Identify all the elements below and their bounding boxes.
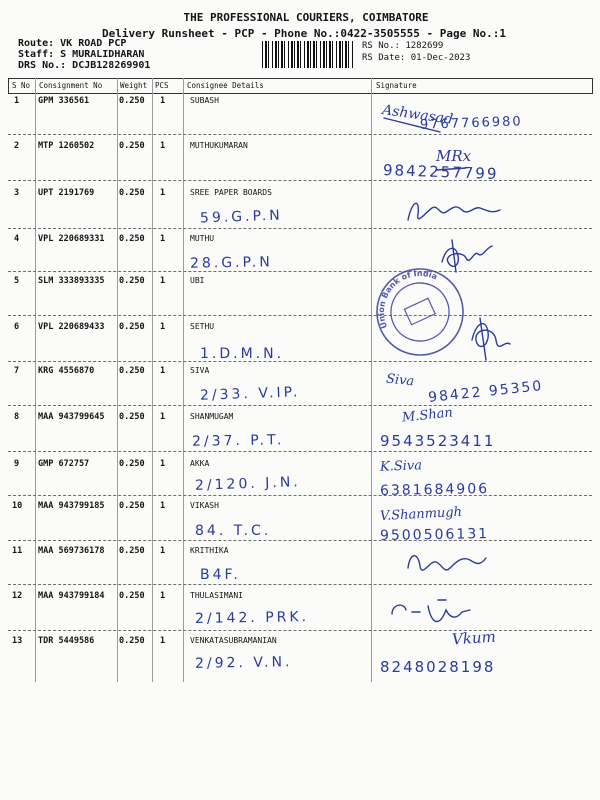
consignee-name: MUTHU	[190, 234, 215, 243]
svg-text:Union Bank of India	[363, 259, 451, 331]
weight-value: 0.250	[119, 188, 145, 198]
signature: Siva	[385, 371, 415, 390]
serial-number: 4	[14, 234, 20, 244]
consignee-name: UBI	[190, 276, 205, 285]
consignment-number: MAA 943799645	[38, 412, 105, 422]
pcs-value: 1	[160, 501, 166, 511]
consignee-name: SHANMUGAM	[190, 412, 234, 421]
weight-value: 0.250	[119, 322, 145, 332]
consignment-number: MAA 569736178	[38, 546, 105, 556]
handwritten-address: 2/92. V.N.	[194, 654, 293, 672]
handwritten-address: 28.G.P.N	[189, 254, 273, 272]
consignment-number: GMP 672757	[38, 459, 90, 469]
consignee-name: SIVA	[190, 366, 210, 375]
runsheet-title: Delivery Runsheet - PCP - Phone No.:0422-3505555 - Page No.:1	[102, 27, 506, 40]
consignee-name: KRITHIKA	[190, 546, 229, 555]
handwritten-phone: 98422 95350	[427, 378, 545, 406]
weight-value: 0.250	[119, 591, 145, 601]
pcs-value: 1	[160, 322, 166, 332]
handwritten-phone: 9543523411	[380, 432, 496, 450]
signature-scribble	[442, 240, 492, 272]
handwritten-address: 59.G.P.N	[199, 207, 284, 227]
consignment-number: SLM 333893335	[38, 276, 105, 286]
header-signature: Signature	[376, 81, 417, 90]
consignment-number: GPM 336561	[38, 96, 90, 106]
consignment-number: KRG 4556870	[38, 366, 95, 376]
header-consignment: Consignment No	[39, 81, 103, 90]
signature-scribble	[408, 203, 500, 220]
signature: MRx	[436, 147, 472, 165]
serial-number: 10	[12, 501, 23, 511]
signature: K.Siva	[379, 458, 423, 475]
serial-number: 6	[14, 322, 20, 332]
serial-number: 11	[12, 546, 23, 556]
consignee-name: VENKATASUBRAMANIAN	[190, 636, 277, 645]
pcs-value: 1	[160, 636, 166, 646]
weight-value: 0.250	[119, 276, 145, 286]
header-consignee: Consignee Details	[187, 81, 264, 90]
weight-value: 0.250	[119, 234, 145, 244]
drs-number: DRS No.: DCJB128269901	[18, 60, 151, 71]
consignment-number: MAA 943799184	[38, 591, 105, 601]
consignee-name: MUTHUKUMARAN	[190, 141, 248, 150]
weight-value: 0.250	[119, 636, 145, 646]
pcs-value: 1	[160, 366, 166, 376]
weight-value: 0.250	[119, 96, 145, 106]
handwritten-address: 84. T.C.	[195, 523, 272, 539]
pcs-value: 1	[160, 141, 166, 151]
consignment-number: VPL 220689331	[38, 234, 105, 244]
route-label: Route: VK ROAD PCP	[18, 38, 127, 49]
rs-number: RS No.: 1282699	[362, 41, 444, 51]
consignment-number: VPL 220689433	[38, 322, 105, 332]
handwritten-address: 1.D.M.N.	[200, 346, 285, 362]
signature-scribble	[392, 600, 470, 622]
consignment-number: UPT 2191769	[38, 188, 95, 198]
serial-number: 9	[14, 459, 20, 469]
pcs-value: 1	[160, 591, 166, 601]
handwritten-address: 2/37. P.T.	[191, 432, 285, 450]
pcs-value: 1	[160, 96, 166, 106]
signature: Ashwasad	[381, 102, 454, 128]
bank-stamp	[363, 255, 477, 369]
signature-scribble	[408, 556, 486, 570]
serial-number: 13	[12, 636, 23, 646]
serial-number: 8	[14, 412, 20, 422]
signature: M.Shan	[401, 405, 454, 426]
handwritten-phone: 6381684906	[379, 481, 490, 499]
header-pcs: PCS	[155, 81, 169, 90]
weight-value: 0.250	[119, 546, 145, 556]
stamp-text: Union Bank of India	[376, 268, 439, 330]
consignee-name: SUBASH	[190, 96, 219, 105]
header-sno: S No	[12, 81, 31, 90]
rs-date: RS Date: 01-Dec-2023	[362, 53, 471, 63]
handwritten-phone: 9500506131	[379, 526, 490, 544]
header-weight: Weight	[120, 81, 148, 90]
signature: Vkum	[451, 627, 497, 649]
serial-number: 1	[14, 96, 20, 106]
serial-number: 7	[14, 366, 20, 376]
consignee-name: THULASIMANI	[190, 591, 243, 600]
handwritten-phone: 8248028198	[380, 658, 496, 676]
handwritten-address: 2/120. J.N.	[194, 474, 301, 494]
consignee-name: VIKASH	[190, 501, 219, 510]
consignee-name: AKKA	[190, 459, 210, 468]
weight-value: 0.250	[119, 501, 145, 511]
staff-label: Staff: S MURALIDHARAN	[18, 49, 145, 60]
company-title: THE PROFESSIONAL COURIERS, COIMBATORE	[183, 11, 429, 24]
consignment-number: MTP 1260502	[38, 141, 95, 151]
signature-scribble	[472, 318, 510, 360]
weight-value: 0.250	[119, 366, 145, 376]
signature-scribble	[384, 118, 440, 132]
consignment-number: TDR 5449586	[38, 636, 95, 646]
signature: V.Shanmugh	[379, 504, 463, 525]
pcs-value: 1	[160, 234, 166, 244]
serial-number: 12	[12, 591, 23, 601]
handwritten-address: B4F.	[200, 567, 241, 583]
pcs-value: 1	[160, 188, 166, 198]
pcs-value: 1	[160, 546, 166, 556]
pcs-value: 1	[160, 412, 166, 422]
weight-value: 0.250	[119, 412, 145, 422]
pcs-value: 1	[160, 459, 166, 469]
handwritten-address: 2/33. V.IP.	[199, 384, 301, 404]
serial-number: 3	[14, 188, 20, 198]
consignment-number: MAA 943799185	[38, 501, 105, 511]
signature-scribble	[436, 168, 466, 170]
handwritten-phone: 9767766980	[419, 114, 523, 133]
pcs-value: 1	[160, 276, 166, 286]
handwritten-phone: 9842257799	[382, 160, 499, 184]
consignee-name: SREE PAPER BOARDS	[190, 188, 272, 197]
serial-number: 5	[14, 276, 20, 286]
handwritten-address: 2/142. PRK.	[194, 609, 310, 627]
weight-value: 0.250	[119, 141, 145, 151]
weight-value: 0.250	[119, 459, 145, 469]
serial-number: 2	[14, 141, 20, 151]
consignee-name: SETHU	[190, 322, 215, 331]
